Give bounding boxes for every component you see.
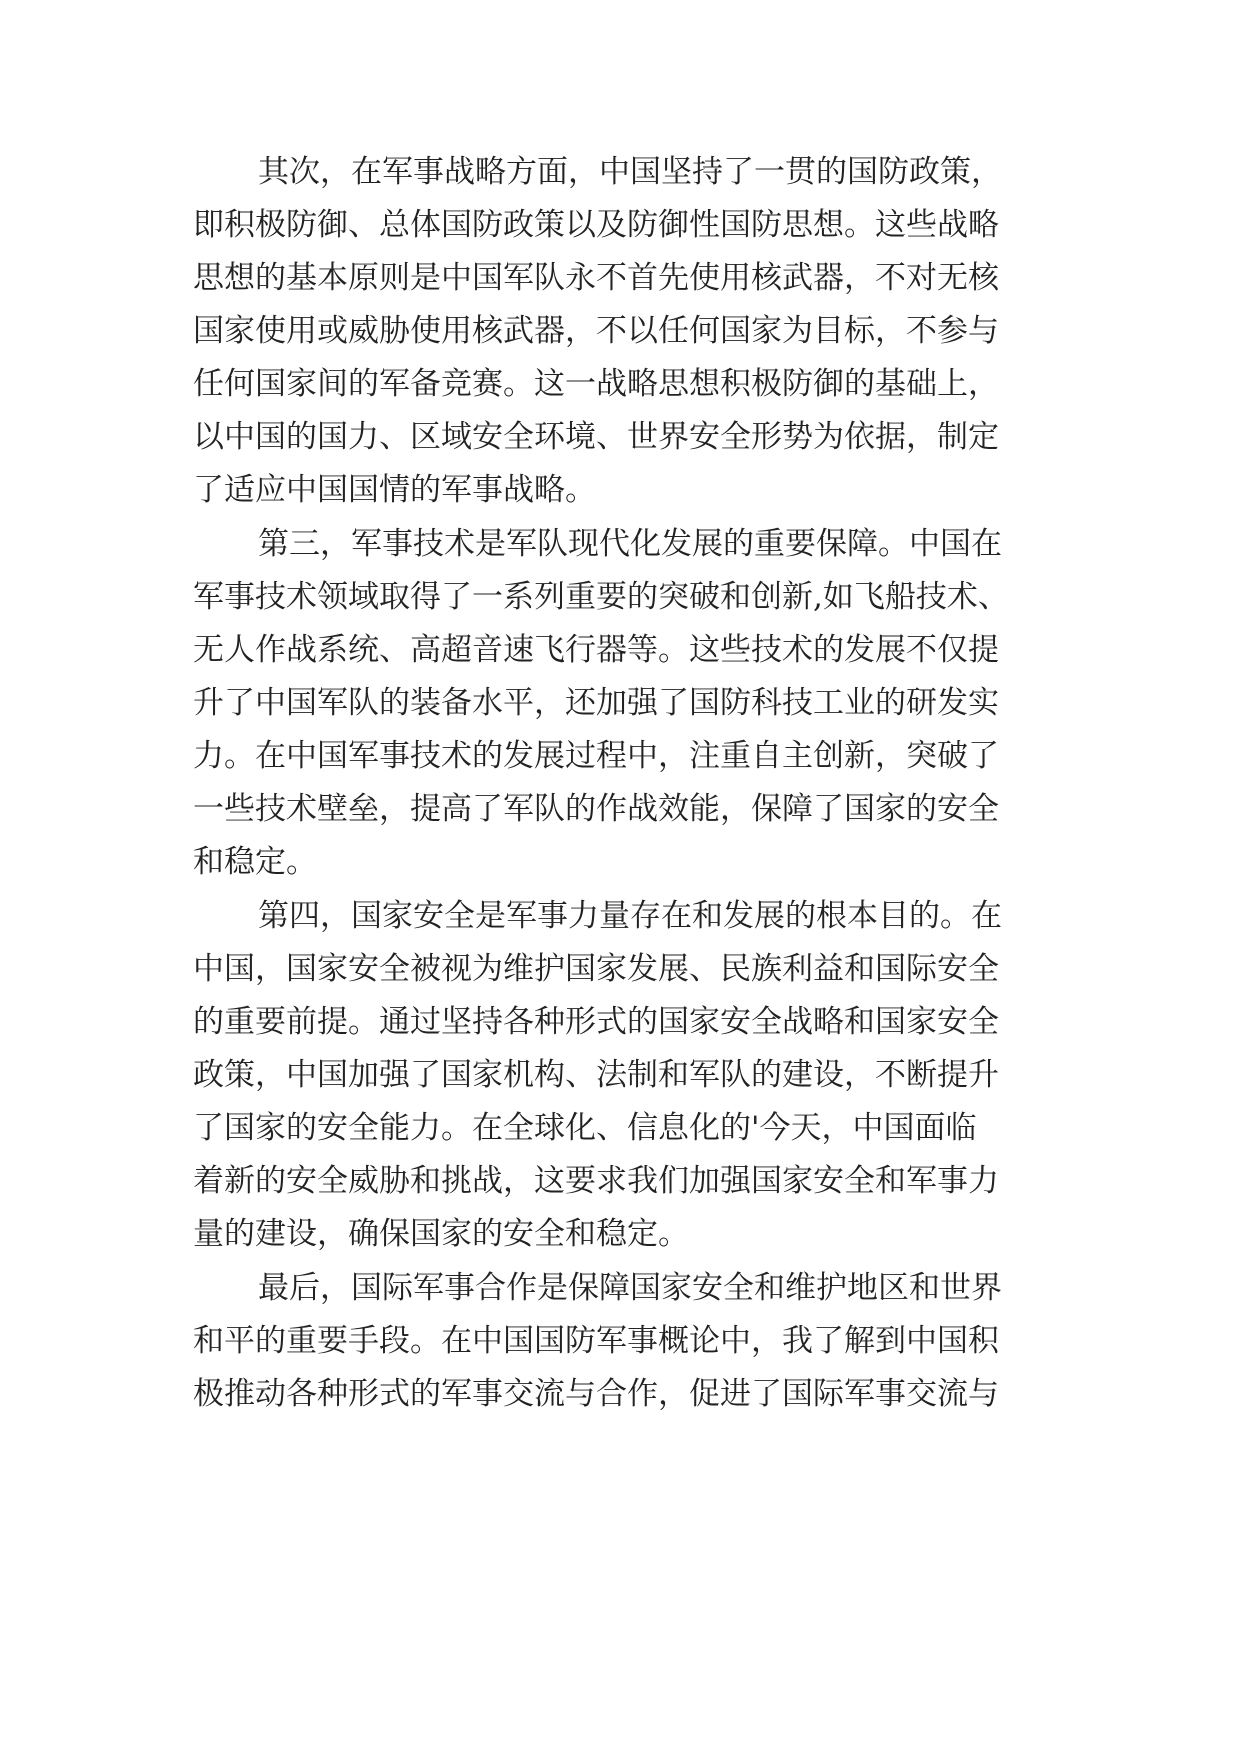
paragraph-line: 军事技术领域取得了一系列重要的突破和创新,如飞船技术、 xyxy=(193,579,1009,615)
paragraph-line: 即积极防御、总体国防政策以及防御性国防思想。这些战略 xyxy=(193,207,999,243)
paragraph-line: 第四，国家安全是军事力量存在和发展的根本目的。在 xyxy=(258,898,1002,934)
paragraph-line: 量的建设，确保国家的安全和稳定。 xyxy=(193,1216,689,1252)
paragraph-line: 和稳定。 xyxy=(193,844,317,880)
paragraph-line: 以中国的国力、区域安全环境、世界安全形势为依据，制定 xyxy=(193,419,999,455)
paragraph-line: 的重要前提。通过坚持各种形式的国家安全战略和国家安全 xyxy=(193,1004,999,1040)
paragraph-line: 力。在中国军事技术的发展过程中，注重自主创新，突破了 xyxy=(193,738,999,774)
paragraph-line: 政策，中国加强了国家机构、法制和军队的建设，不断提升 xyxy=(193,1057,999,1093)
paragraph-line: 了国家的安全能力。在全球化、信息化的'今天，中国面临 xyxy=(193,1110,977,1146)
paragraph-line: 了适应中国国情的军事战略。 xyxy=(193,472,596,508)
paragraph-line: 最后，国际军事合作是保障国家安全和维护地区和世界 xyxy=(258,1270,1002,1306)
paragraph-line: 中国，国家安全被视为维护国家发展、民族利益和国际安全 xyxy=(193,951,999,987)
paragraph-line: 着新的安全威胁和挑战，这要求我们加强国家安全和军事力 xyxy=(193,1163,999,1199)
paragraph-line: 一些技术壁垒，提高了军队的作战效能，保障了国家的安全 xyxy=(193,791,999,827)
paragraph-line: 其次，在军事战略方面，中国坚持了一贯的国防政策， xyxy=(258,154,1002,190)
paragraph-line: 思想的基本原则是中国军队永不首先使用核武器，不对无核 xyxy=(193,260,999,296)
paragraph-line: 国家使用或威胁使用核武器，不以任何国家为目标，不参与 xyxy=(193,313,999,349)
paragraph-line: 第三，军事技术是军队现代化发展的重要保障。中国在 xyxy=(258,526,1002,562)
paragraph-line: 极推动各种形式的军事交流与合作，促进了国际军事交流与 xyxy=(193,1376,999,1412)
paragraph-line: 任何国家间的军备竞赛。这一战略思想积极防御的基础上， xyxy=(193,366,999,402)
paragraph-line: 升了中国军队的装备水平，还加强了国防科技工业的研发实 xyxy=(193,685,999,721)
paragraph-line: 无人作战系统、高超音速飞行器等。这些技术的发展不仅提 xyxy=(193,632,999,668)
paragraph-line: 和平的重要手段。在中国国防军事概论中，我了解到中国积 xyxy=(193,1323,999,1359)
